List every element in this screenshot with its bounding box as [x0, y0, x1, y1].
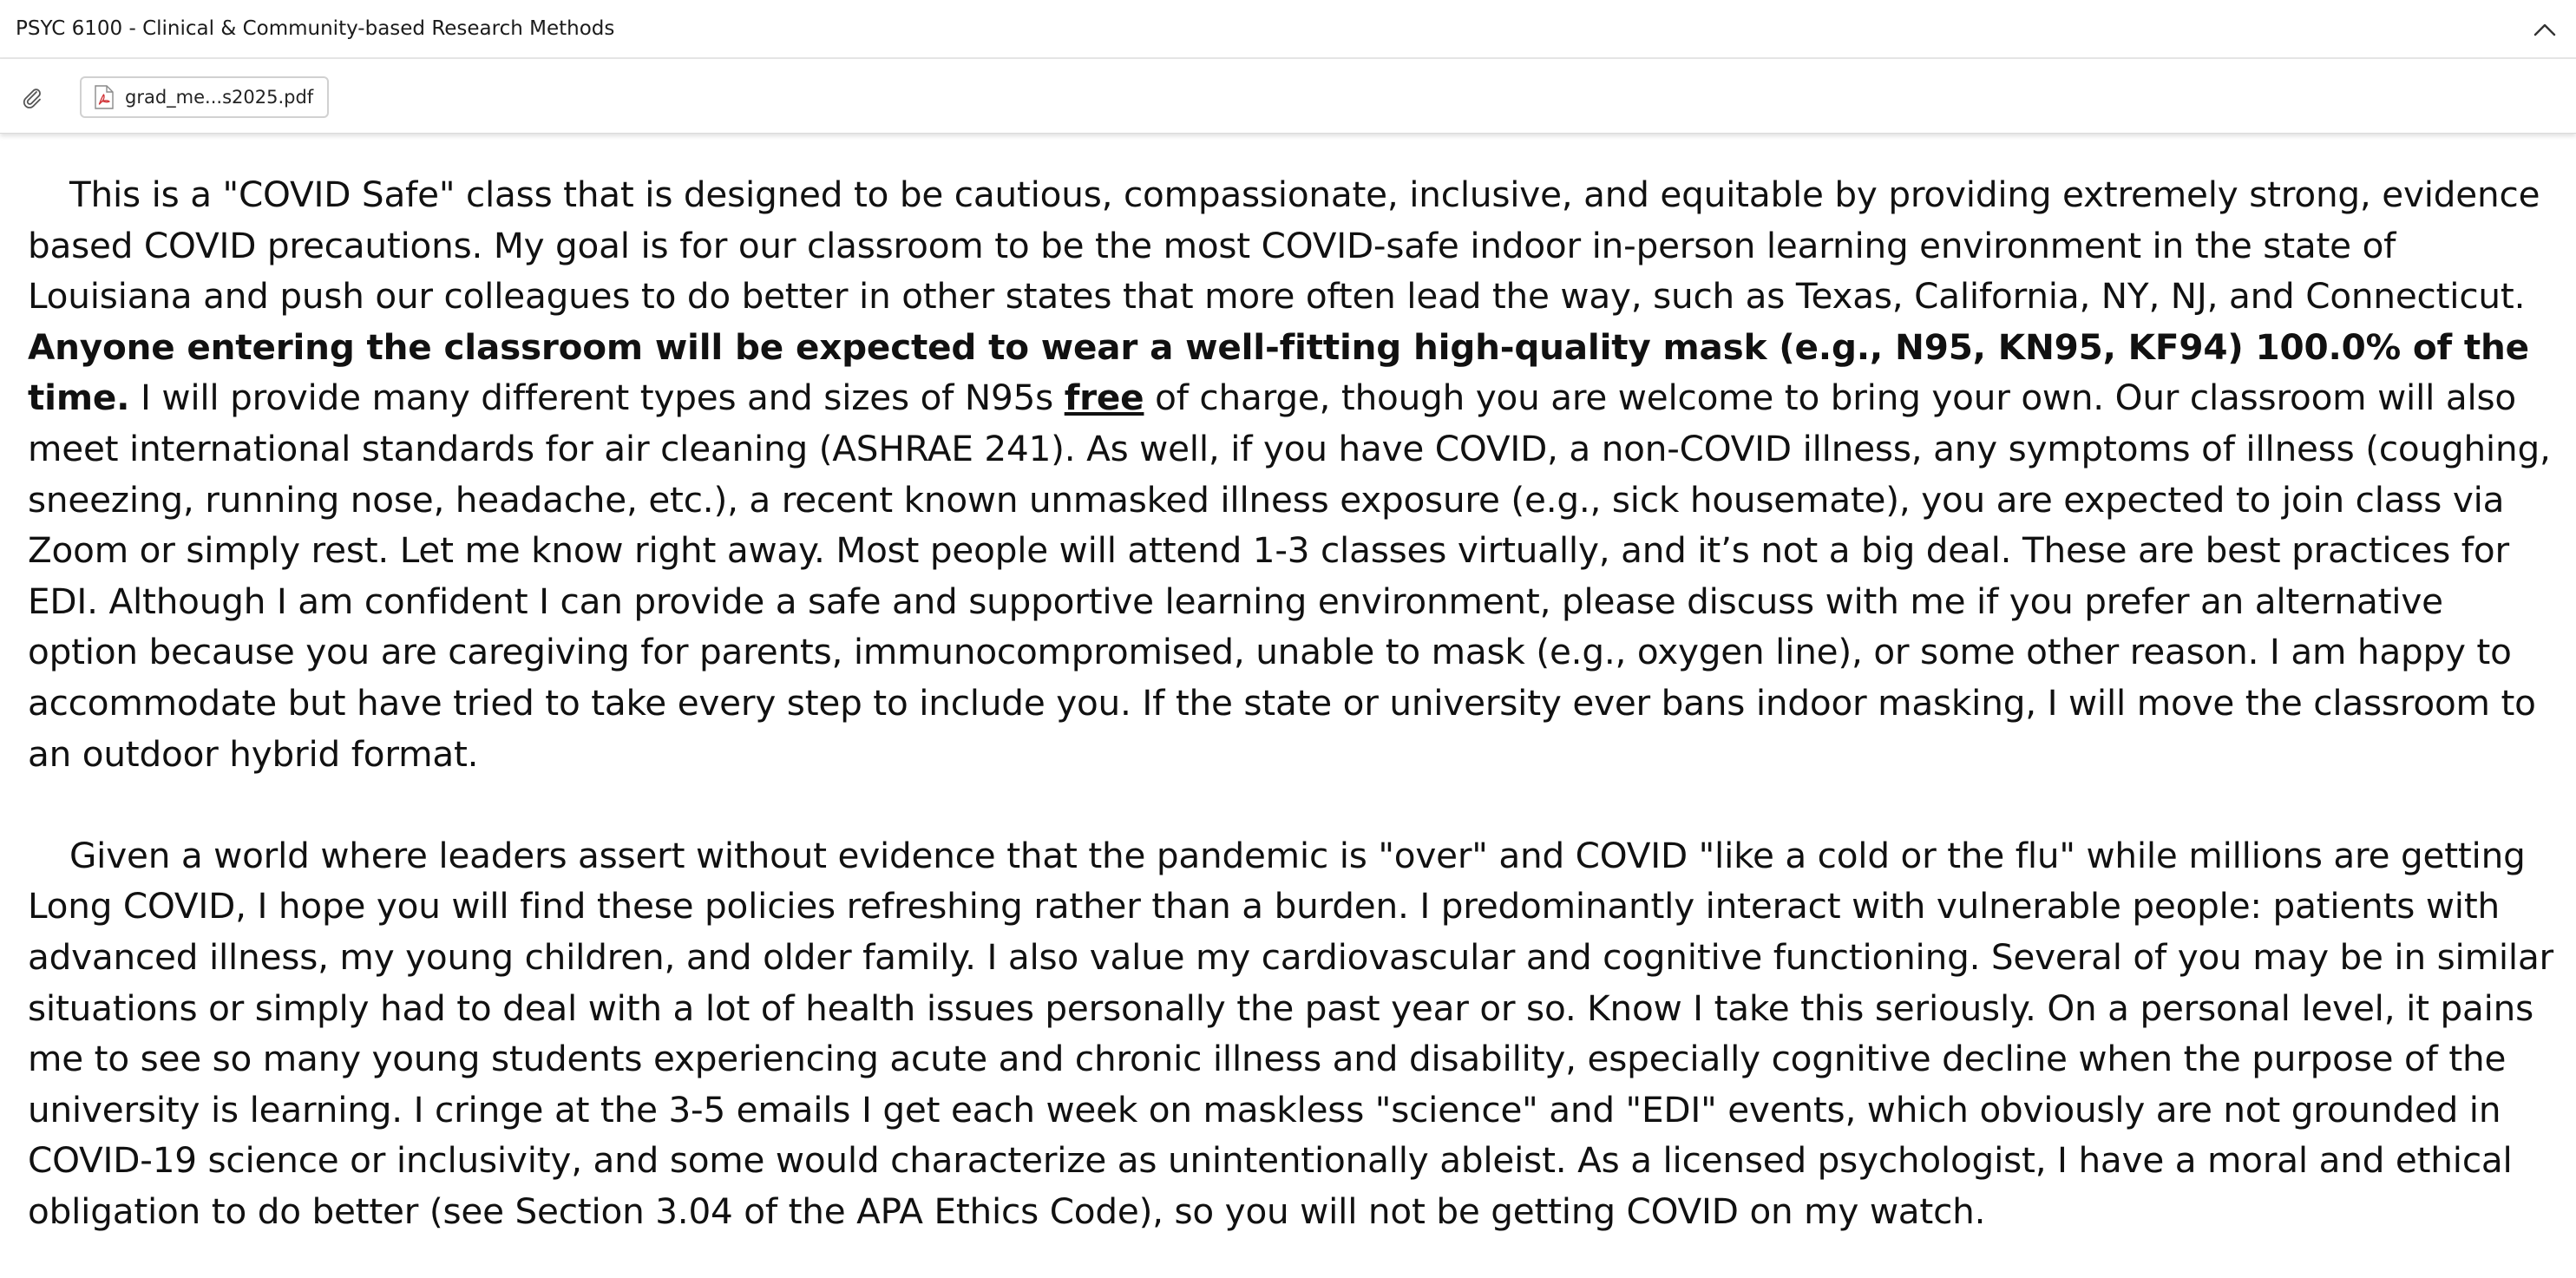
paragraph-1-text-b: I will provide many different types and sizes of N95s [129, 377, 1065, 419]
attachment-bar [0, 59, 2576, 134]
attachment-file-chip[interactable] [80, 76, 329, 118]
paragraph-1-text-a: This is a "COVID Safe" class that is designed to be cautious, compassionate, inclusive, and equitable by providing extremely strong, evidence based COVID precautions. My goal is for our classroom to be the most COVID-safe indoor in-person learning environment in the state of Louisiana and push our colleagues to do better in other states that more often lead the way, such as Texas, California, NY, NJ, and Connecticut. [28, 174, 2540, 318]
paragraph-1-text-c: of charge, though you are welcome to bring your own. Our classroom will also meet international standards for air cleaning (ASHRAE 241). As well, if you have COVID, a non-COVID illness, any symptoms of illness (coughing, sneezing, running nose, headache, etc.), a recent known unmasked illness exposure (e.g., sick housemate), you are expected to join class via Zoom or simply rest. Let me know right away. Most people will attend 1-3 classes virtually, and it’s not a big deal. These are best practices for EDI. Although I am confident I can provide a safe and supportive learning environment, please discuss with me if you prefer an alternative option because you are caregiving for parents, immunocompromised, unable to mask (e.g., oxygen line), or some other reason. I am happy to accommodate but have tried to take every step to include you. If the state or university ever bans indoor masking, I will move the classroom to an outdoor hybrid format. [28, 377, 2551, 775]
paperclip-icon [19, 85, 45, 111]
body-paragraph-1 [28, 169, 2557, 779]
pdf-file-icon [94, 85, 115, 109]
free-emphasis: free [1064, 377, 1144, 419]
message-subject: PSYC 6100 - Clinical & Community-based Research Methods [16, 17, 615, 40]
message-header [0, 0, 2576, 59]
mask-requirement-statement: Anyone entering the classroom will be expected to wear a well-fitting high-quality mask (e.g., N95, KN95, KF94) 100.0% of the time. [28, 325, 2529, 419]
chevron-up-icon [2533, 23, 2556, 36]
attachment-file-name: grad_me...s2025.pdf [125, 87, 314, 108]
message-body [28, 169, 2557, 1236]
body-paragraph-2: Given a world where leaders assert without evidence that the pandemic is "over" and COVID "like a cold or the flu" while millions are getting Long COVID, I hope you will find these policies refreshing rather than a burden. I predominantly interact with vulnerable people: patients with advanced illness, my young children, and older family. I also value my cardiovascular and cognitive functioning. Several of you may be in similar situations or simply had to deal with a lot of health issues personally the past year or so. Know I take this seriously. On a personal level, it pains me to see so many young students experiencing acute and chronic illness and disability, especially cognitive decline when the purpose of the university is learning. I cringe at the 3-5 emails I get each week on maskless "science" and "EDI" events, which obviously are not grounded in COVID-19 science or inclusivity, and some would characterize as unintentionally ableist. As a licensed psychologist, I have a moral and ethical obligation to do better (see Section 3.04 of the APA Ethics Code), so you will not be getting COVID on my watch. [28, 834, 2554, 1232]
collapse-button[interactable] [2527, 12, 2562, 47]
